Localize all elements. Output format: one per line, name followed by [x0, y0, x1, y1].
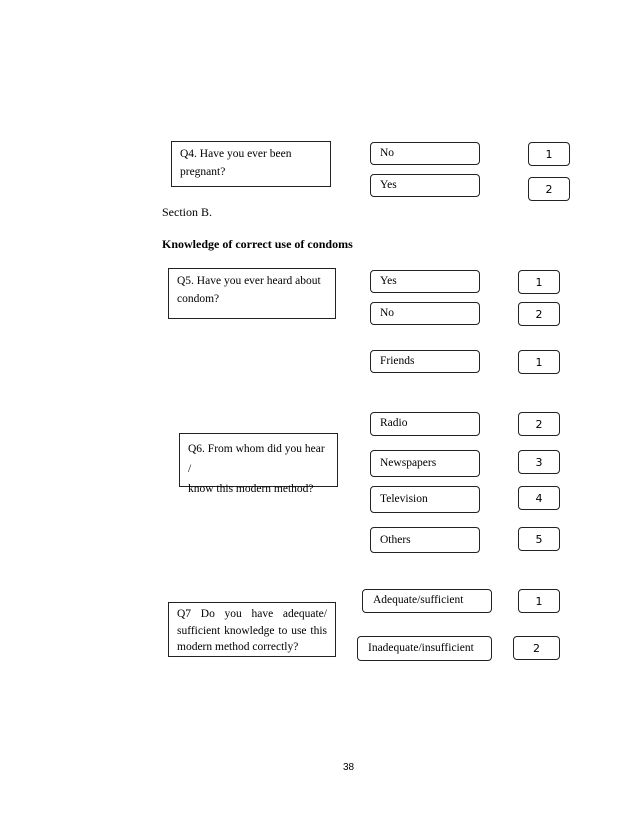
q4-option-no-label: No: [380, 147, 395, 159]
q4-code-1: 1: [528, 142, 570, 166]
q5-option-yes[interactable]: [370, 270, 480, 293]
q7-option-adequate-label: Adequate/sufficient: [373, 594, 464, 606]
q6-option-radio[interactable]: [370, 412, 480, 436]
q7-code-2: 2: [513, 636, 560, 660]
q6-code-3: 3: [518, 450, 560, 474]
q5-option-no[interactable]: [370, 302, 480, 325]
q7-option-inadequate-label: Inadequate/insufficient: [368, 642, 474, 654]
q6-option-television-label: Television: [380, 493, 428, 505]
q5-option-no-label: No: [380, 307, 395, 319]
q6-code-1: 1: [518, 350, 560, 374]
q5-option-yes-label: Yes: [380, 275, 397, 287]
q6-option-television[interactable]: [370, 486, 480, 513]
q6-option-newspapers[interactable]: [370, 450, 480, 477]
q4-question-box: [171, 141, 331, 187]
q6-question-line1: Q6. From whom did you hear /: [188, 443, 325, 476]
q7-option-adequate[interactable]: [362, 589, 492, 613]
page-number: 38: [343, 762, 355, 773]
q4-option-no[interactable]: [370, 142, 480, 165]
q6-option-radio-label: Radio: [380, 417, 408, 429]
q6-option-friends-label: Friends: [380, 355, 415, 367]
section-subtitle: Knowledge of correct use of condoms: [162, 237, 353, 251]
q7-code-1: 1: [518, 589, 560, 613]
q6-option-friends[interactable]: [370, 350, 480, 373]
q6-question-line2: know this modern method?: [188, 483, 314, 496]
q6-code-4: 4: [518, 486, 560, 510]
q5-question-box: [168, 268, 336, 319]
q5-code-1: 1: [518, 270, 560, 294]
q5-code-2: 2: [518, 302, 560, 326]
q7-option-inadequate[interactable]: [357, 636, 492, 661]
q5-question-text: Q5. Have you ever heard about condom?: [177, 275, 321, 305]
q7-question-text: Q7 Do you have adequate/ sufficient knowledge to use this modern method correctly?: [177, 608, 327, 654]
q6-code-5: 5: [518, 527, 560, 551]
section-title: Section B.: [162, 205, 212, 219]
q6-option-newspapers-label: Newspapers: [380, 457, 437, 469]
q4-question-text: Q4. Have you ever been pregnant?: [180, 148, 292, 178]
q6-code-2: 2: [518, 412, 560, 436]
q6-option-others[interactable]: [370, 527, 480, 553]
q6-question-box: [179, 433, 338, 496]
q4-option-yes-label: Yes: [380, 179, 397, 191]
q4-option-yes[interactable]: [370, 174, 480, 197]
q7-question-box: [168, 602, 336, 657]
q4-code-2: 2: [528, 177, 570, 201]
q6-option-others-label: Others: [380, 534, 411, 546]
